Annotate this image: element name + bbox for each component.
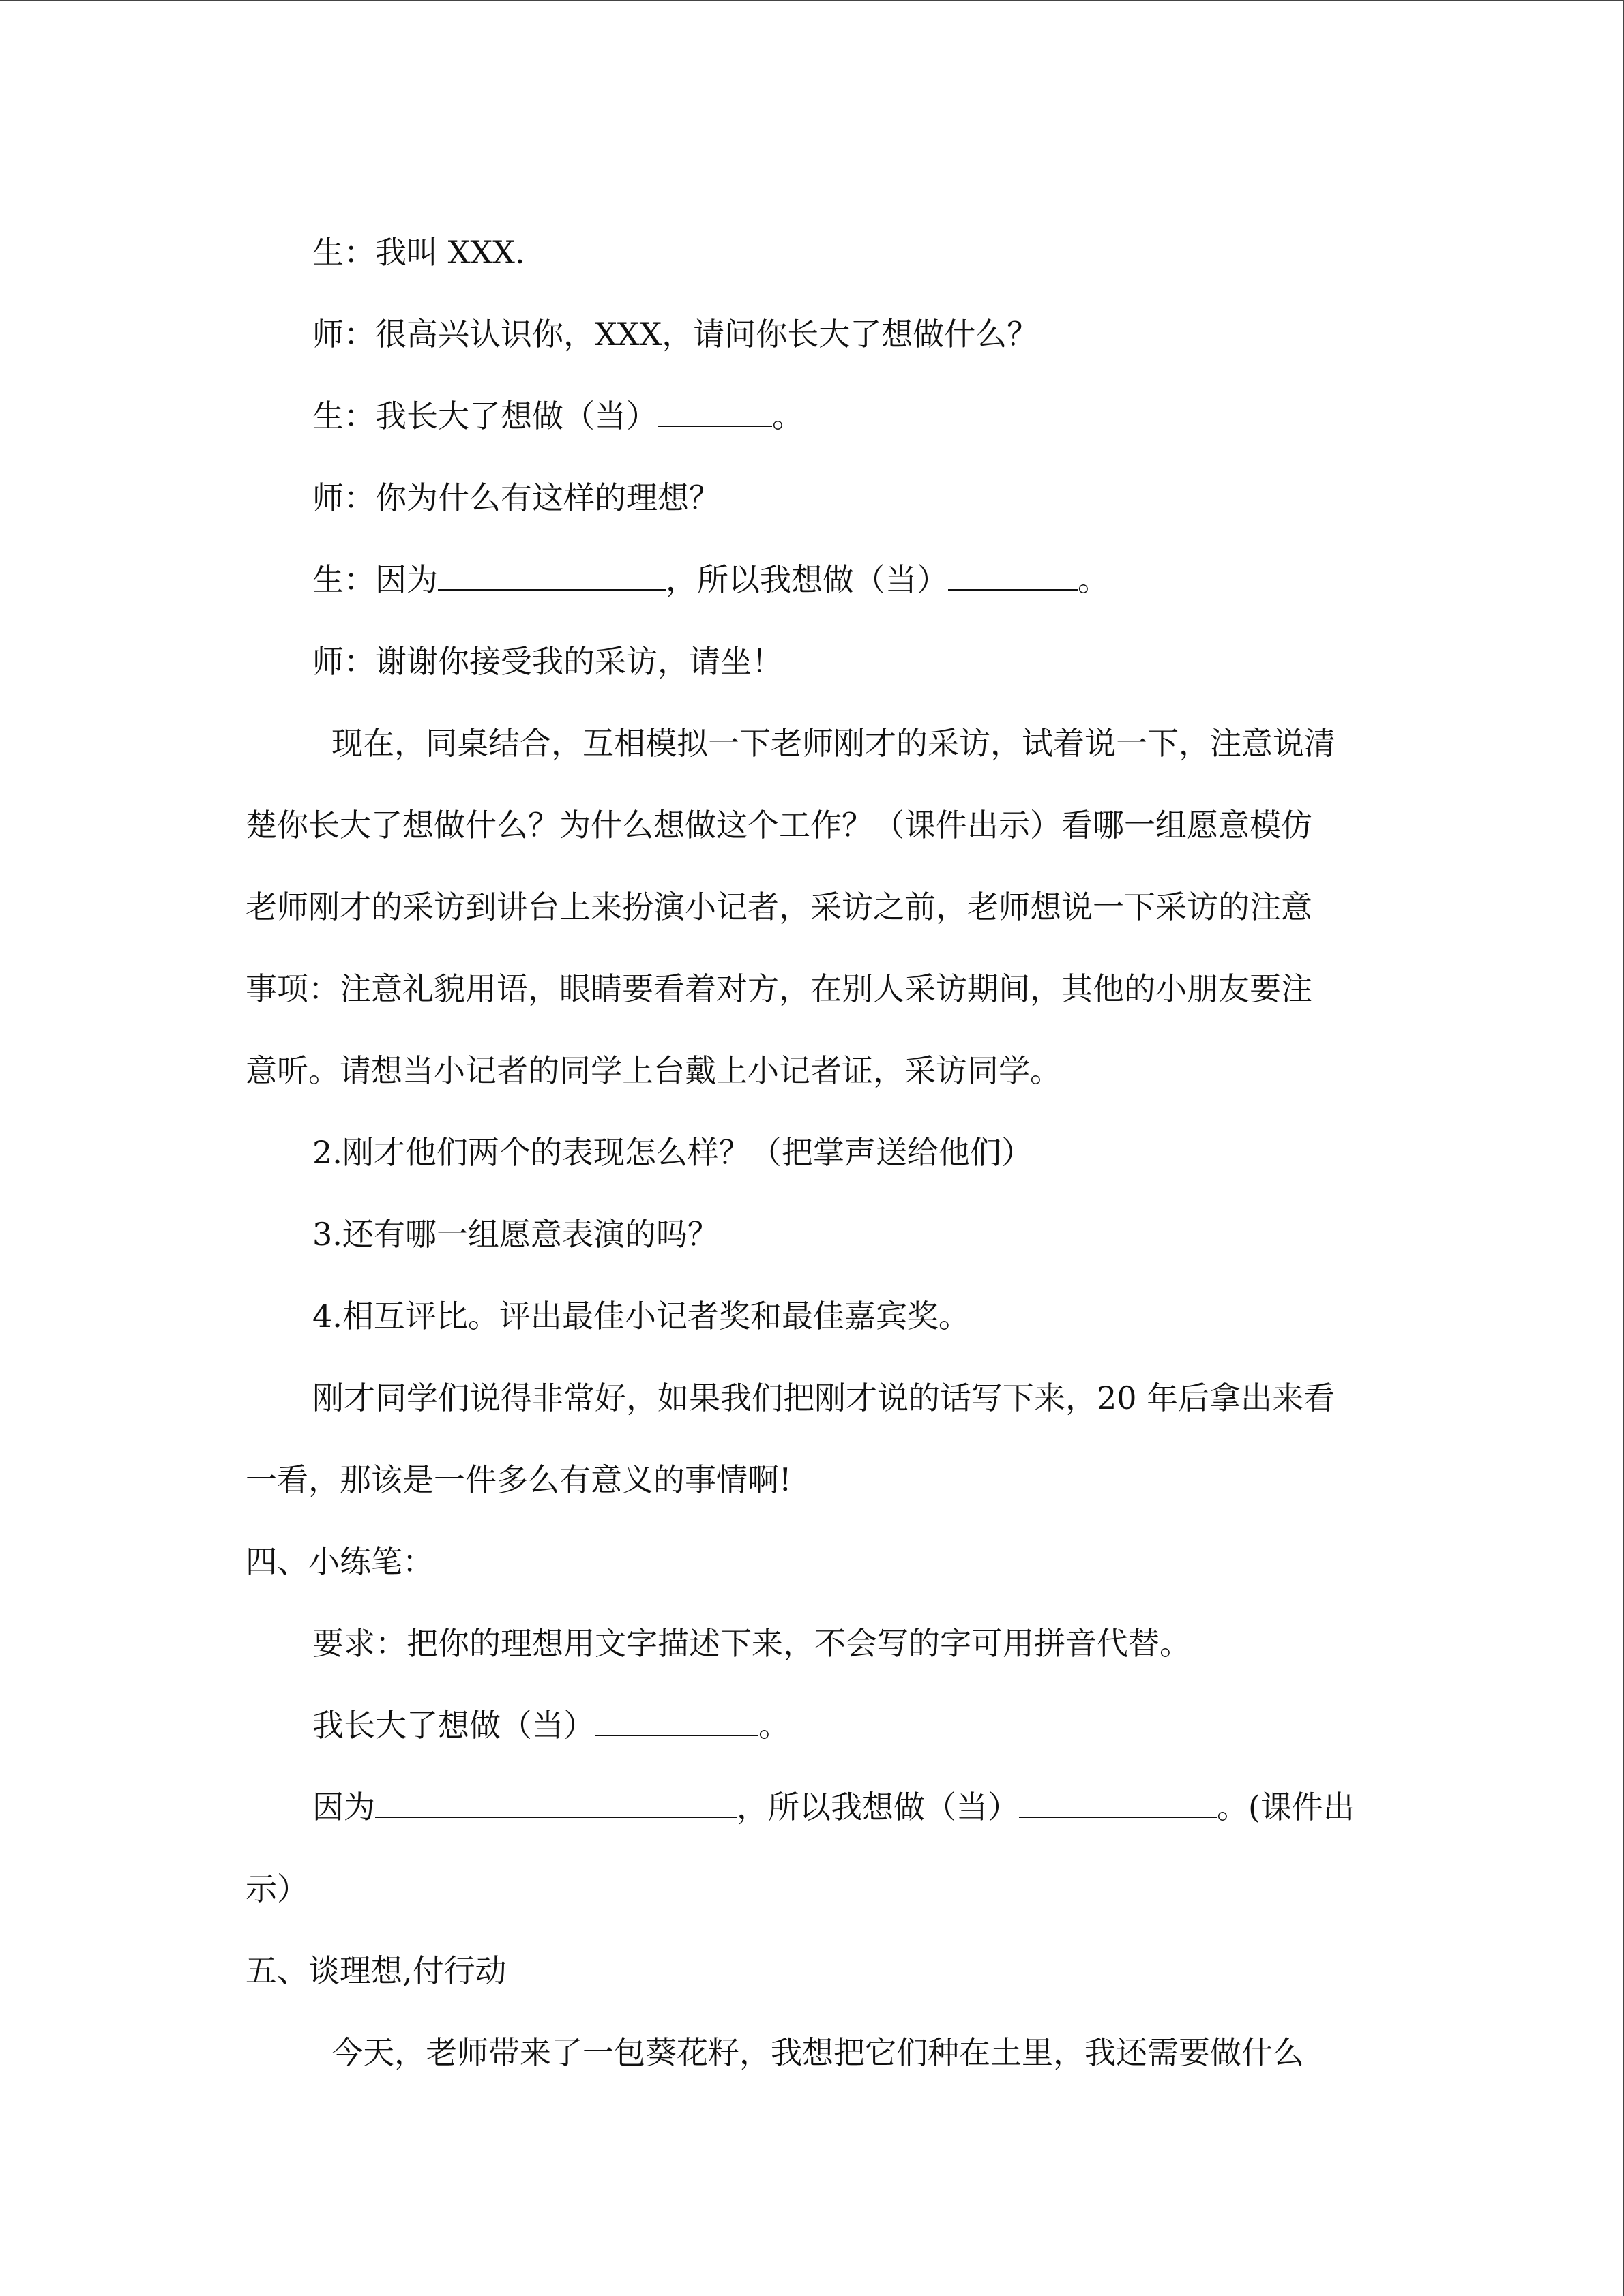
paragraph-2-line-1: 刚才同学们说得非常好，如果我们把刚才说的话写下来，20 年后拿出来看	[312, 1380, 1335, 1416]
paragraph-1-line-4: 事项：注意礼貌用语，眼睛要看着对方，在别人采访期间，其他的小朋友要注	[246, 970, 1312, 1007]
paragraph-1-line-3: 老师刚才的采访到讲台上来扮演小记者，采访之前，老师想说一下采访的注意	[246, 889, 1312, 925]
exercise-line-1-text: 我长大了想做（当）	[312, 1707, 595, 1744]
dialogue-line-3-text: 生：我长大了想做（当）	[312, 398, 658, 434]
exercise-line-1	[312, 1705, 1445, 1746]
dialogue-line-5-text-a: 生：因为	[312, 561, 438, 598]
exercise-line-2-text-b: ，所以我想做（当）	[737, 1789, 1019, 1825]
reason-blank	[438, 561, 666, 591]
section-heading-4: 四、小练笔：	[246, 1543, 434, 1580]
dialogue-line-1: 生：我叫 XXX.	[312, 234, 525, 271]
dialogue-line-3	[312, 396, 1445, 436]
paragraph-1-line-1: 现在，同桌结合，互相模拟一下老师刚才的采访，试着说一下，注意说清	[331, 725, 1335, 762]
exercise-line-2-end: 。(课件出	[1217, 1789, 1355, 1825]
section-heading-5: 五、谈理想,付行动	[246, 1952, 507, 1989]
answer-blank	[658, 397, 772, 427]
reason-blank	[375, 1788, 737, 1818]
dialogue-line-5	[312, 559, 1445, 600]
exercise-line-2	[312, 1787, 1445, 1828]
dialogue-line-3-end: 。	[772, 398, 803, 434]
list-item-3: 3.还有哪一组愿意表演的吗？	[312, 1216, 719, 1253]
list-item-2: 2.刚才他们两个的表现怎么样？（把掌声送给他们）	[312, 1134, 1033, 1171]
list-item-4: 4.相互评比。评出最佳小记者奖和最佳嘉宾奖。	[312, 1298, 970, 1335]
dialogue-line-6: 师：谢谢你接受我的采访，请坐！	[312, 643, 783, 680]
exercise-line-1-end: 。	[758, 1707, 790, 1744]
paragraph-2-line-2: 一看，那该是一件多么有意义的事情啊!	[246, 1461, 792, 1498]
paragraph-1-line-5: 意听。请想当小记者的同学上台戴上小记者证，采访同学。	[246, 1052, 1061, 1089]
dialogue-line-5-text-b: ，所以我想做（当）	[666, 561, 948, 598]
dialogue-line-4: 师：你为什么有这样的理想？	[312, 479, 720, 516]
exercise-line-2-text-a: 因为	[312, 1789, 375, 1825]
paragraph-1-line-2: 楚你长大了想做什么？为什么想做这个工作？（课件出示）看哪一组愿意模仿	[246, 807, 1312, 844]
exercise-line-2-continuation: 示）	[246, 1870, 308, 1907]
dialogue-line-5-end: 。	[1078, 561, 1109, 598]
answer-blank	[1019, 1788, 1217, 1818]
answer-blank	[948, 561, 1078, 591]
closing-paragraph-line: 今天，老师带来了一包葵花籽，我想把它们种在土里，我还需要做什么	[331, 2034, 1304, 2071]
answer-blank	[595, 1706, 758, 1736]
requirement-line: 要求：把你的理想用文字描述下来，不会写的字可用拼音代替。	[312, 1625, 1191, 1662]
dialogue-line-2: 师：很高兴认识你，XXX，请问你长大了想做什么？	[312, 316, 1039, 353]
